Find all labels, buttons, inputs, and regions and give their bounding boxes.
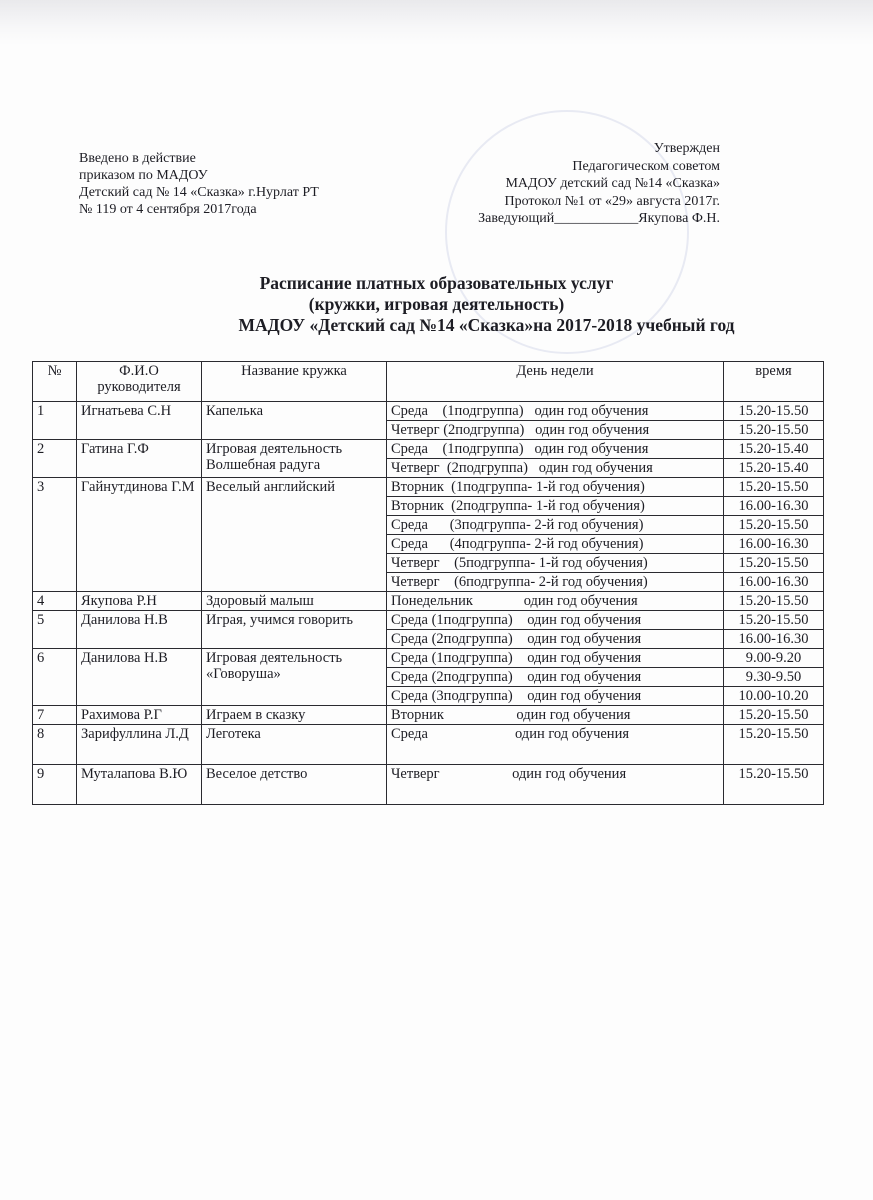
enactment-line: Введено в действие [79,151,196,166]
cell-fio: Гатина Г.Ф [77,440,202,478]
cell-name: Веселый английский [202,478,387,592]
header-day: День недели [387,362,724,402]
cell-time: 15.20-15.50 [724,765,824,805]
table-row [33,611,824,630]
table-row [33,478,824,497]
cell-name: Игровая деятельность «Говоруша» [202,649,387,706]
cell-day: Среда (3подгруппа- 2-й год обучения) [387,516,724,535]
table-row [33,649,824,668]
table-row [33,402,824,421]
cell-num: 8 [33,725,77,765]
cell-time: 15.20-15.50 [724,706,824,725]
cell-num: 5 [33,611,77,649]
cell-num: 1 [33,402,77,440]
approval-line: МАДОУ детский сад №14 «Сказка» [505,176,720,191]
cell-day: Четверг (6подгруппа- 2-й год обучения) [387,573,724,592]
cell-name: Леготека [202,725,387,765]
title-line-1: Расписание платных образовательных услуг [259,273,614,293]
schedule-table [32,361,824,805]
cell-day: Вторник (2подгруппа- 1-й год обучения) [387,497,724,516]
cell-name: Капелька [202,402,387,440]
cell-fio: Муталапова В.Ю [77,765,202,805]
scan-edge-shadow [0,0,873,45]
enactment-line: Детский сад № 14 «Сказка» г.Нурлат РТ [79,185,319,200]
title-line-2: (кружки, игровая деятельность) [308,294,565,314]
table-row [33,706,824,725]
cell-time: 9.30-9.50 [724,668,824,687]
table-row [33,440,824,459]
cell-name: Здоровый малыш [202,592,387,611]
cell-time: 15.20-15.50 [724,611,824,630]
cell-name: Играем в сказку [202,706,387,725]
cell-day: Среда (2подгруппа) один год обучения [387,630,724,649]
cell-day: Среда (3подгруппа) один год обучения [387,687,724,706]
approval-note [478,140,720,228]
cell-day: Среда (1подгруппа) один год обучения [387,611,724,630]
header-fio: Ф.И.О руководителя [77,362,202,402]
cell-num: 3 [33,478,77,592]
cell-time: 10.00-10.20 [724,687,824,706]
cell-day: Среда (4подгруппа- 2-й год обучения) [387,535,724,554]
enactment-note [79,150,319,218]
cell-fio: Гайнутдинова Г.М [77,478,202,592]
cell-num: 2 [33,440,77,478]
table-body [33,402,824,805]
enactment-line: приказом по МАДОУ [79,168,208,183]
cell-time: 15.20-15.50 [724,421,824,440]
approval-signature-line: Заведующий____________Якупова Ф.Н. [478,211,720,226]
header-name: Название кружка [202,362,387,402]
cell-fio: Игнатьева С.Н [77,402,202,440]
cell-fio: Якупова Р.Н [77,592,202,611]
approval-line: Протокол №1 от «29» августа 2017г. [504,193,720,209]
title-line-3: МАДОУ «Детский сад №14 «Сказка»на 2017-2018 учебный год [238,315,735,335]
cell-day: Четверг (2подгруппа) один год обучения [387,459,724,478]
approval-line: Педагогическом советом [572,158,720,174]
cell-time: 15.20-15.40 [724,459,824,478]
cell-time: 9.00-9.20 [724,649,824,668]
cell-time: 15.20-15.50 [724,478,824,497]
cell-num: 7 [33,706,77,725]
header-num: № [33,362,77,402]
cell-num: 9 [33,765,77,805]
cell-day: Вторник один год обучения [387,706,724,725]
cell-day: Среда (2подгруппа) один год обучения [387,668,724,687]
cell-time: 16.00-16.30 [724,573,824,592]
cell-day: Среда (1подгруппа) один год обучения [387,440,724,459]
cell-num: 4 [33,592,77,611]
enactment-line: № 119 от 4 сентября 2017года [79,202,257,217]
cell-day: Среда (1подгруппа) один год обучения [387,649,724,668]
cell-time: 16.00-16.30 [724,497,824,516]
cell-fio: Данилова Н.В [77,649,202,706]
table-row [33,725,824,765]
cell-name: Веселое детство [202,765,387,805]
cell-day: Понедельник один год обучения [387,592,724,611]
cell-day: Вторник (1подгруппа- 1-й год обучения) [387,478,724,497]
cell-time: 16.00-16.30 [724,630,824,649]
cell-fio: Зарифуллина Л.Д [77,725,202,765]
table-row [33,592,824,611]
cell-time: 15.20-15.50 [724,554,824,573]
cell-time: 15.20-15.40 [724,440,824,459]
cell-day: Четверг (5подгруппа- 1-й год обучения) [387,554,724,573]
cell-name: Игровая деятельность Волшебная радуга [202,440,387,478]
cell-fio: Рахимова Р.Г [77,706,202,725]
cell-day: Четверг (2подгруппа) один год обучения [387,421,724,440]
cell-time: 15.20-15.50 [724,402,824,421]
header-time: время [724,362,824,402]
cell-time: 15.20-15.50 [724,516,824,535]
cell-day: Среда один год обучения [387,725,724,765]
cell-num: 6 [33,649,77,706]
cell-day: Четверг один год обучения [387,765,724,805]
table-row [33,765,824,805]
cell-day: Среда (1подгруппа) один год обучения [387,402,724,421]
approval-line: Утвержден [653,141,720,156]
document-title [0,273,873,336]
cell-time: 15.20-15.50 [724,592,824,611]
cell-name: Играя, учимся говорить [202,611,387,649]
table-header-row [33,362,824,402]
cell-time: 15.20-15.50 [724,725,824,765]
cell-fio: Данилова Н.В [77,611,202,649]
cell-time: 16.00-16.30 [724,535,824,554]
